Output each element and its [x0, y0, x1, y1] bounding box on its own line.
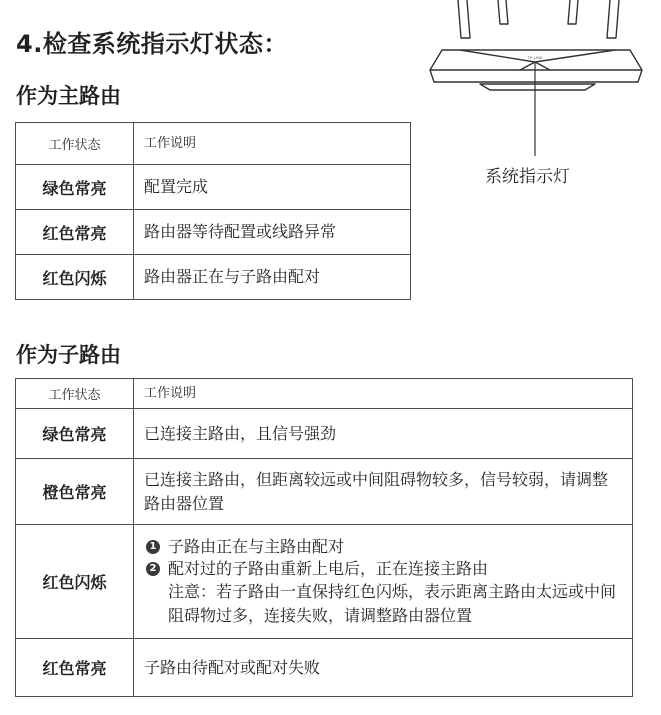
brand-logo: TP-LINK — [527, 55, 543, 60]
table-row — [16, 255, 411, 300]
table-header-row — [16, 123, 411, 165]
circled-number-icon: 1 — [146, 540, 160, 554]
figure-caption: 系统指示灯 — [485, 167, 570, 187]
list-item-text: 子路由正在与主路由配对 — [168, 536, 345, 556]
desc-cell — [134, 525, 633, 639]
header-status: 工作状态 — [16, 123, 134, 165]
list-item — [144, 558, 622, 580]
header-desc: 工作说明 — [134, 379, 633, 409]
table-row — [16, 525, 633, 639]
desc-cell: 配置完成 — [134, 165, 411, 210]
section-title-main-router: 作为主路由 — [16, 84, 121, 108]
desc-cell: 已连接主路由，且信号强劲 — [134, 409, 633, 459]
list-item — [144, 536, 622, 558]
table-row — [16, 459, 633, 525]
desc-cell: 子路由待配对或配对失败 — [134, 639, 633, 697]
table-header-row — [16, 379, 633, 409]
sub-router-status-table — [15, 378, 633, 697]
status-cell: 橙色常亮 — [16, 459, 134, 525]
status-cell: 红色闪烁 — [16, 525, 134, 639]
status-cell: 红色常亮 — [16, 639, 134, 697]
desc-cell: 路由器正在与子路由配对 — [134, 255, 411, 300]
table-row — [16, 409, 633, 459]
warning-note: 注意：若子路由一直保持红色闪烁，表示距离主路由太远或中间阻碍物过多，连接失败，请调整路由器位置 — [168, 581, 617, 625]
status-cell: 绿色常亮 — [16, 165, 134, 210]
router-illustration — [420, 0, 655, 160]
section-title-sub-router: 作为子路由 — [16, 343, 121, 367]
header-desc: 工作说明 — [134, 123, 411, 165]
status-cell: 红色闪烁 — [16, 255, 134, 300]
page-heading: 4.检查系统指示灯状态： — [16, 30, 288, 58]
status-cell: 红色常亮 — [16, 210, 134, 255]
numbered-list — [144, 536, 622, 580]
table-row — [16, 639, 633, 697]
list-item-text: 配对过的子路由重新上电后，正在连接主路由 — [168, 558, 489, 578]
table-row — [16, 165, 411, 210]
table-row — [16, 210, 411, 255]
desc-cell: 已连接主路由，但距离较远或中间阻碍物较多，信号较弱，请调整路由器位置 — [134, 459, 633, 525]
desc-cell: 路由器等待配置或线路异常 — [134, 210, 411, 255]
status-cell: 绿色常亮 — [16, 409, 134, 459]
main-router-status-table — [15, 122, 411, 300]
header-status: 工作状态 — [16, 379, 134, 409]
circled-number-icon: 2 — [146, 562, 160, 576]
